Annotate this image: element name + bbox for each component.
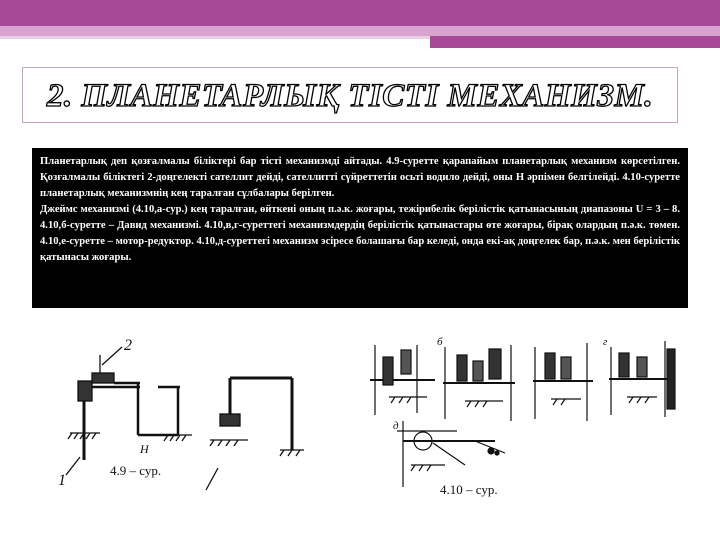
figure-4-10-drawing bbox=[365, 335, 700, 495]
fig410-label-d: д bbox=[393, 420, 399, 432]
header-band-middle bbox=[0, 26, 720, 36]
header-band-right bbox=[430, 36, 720, 48]
paragraph-2: Джеймс механизмі (4.10,а-сур.) кең таралған, өйткені оның п.ә.к. жоғары, тежірибелік берілістік қатынасының диапазоны U = 3 – 8. 4.10,б-суретте – Давид механизмі. 4.10,в,г-суреттегі механизмдердің берілістік қатынастары өте жоғары, бірақ олардың п.ә.к. төмен. 4.10,е-суретте – мотор-редуктор. 4.10,д-суреттегі механизм эсіресе болашағы бар келеді, онда екі-ақ доңгелек бар, п.ә.к. мен берілістік қатынасы жоғары. bbox=[40, 204, 680, 263]
figure-4-9-variant-drawing bbox=[200, 340, 330, 495]
header-band-top bbox=[0, 0, 720, 26]
fig410-label-g: г bbox=[603, 336, 608, 348]
fig49-label-carrier: H bbox=[140, 442, 149, 456]
figure-4-10-caption: 4.10 – сур. bbox=[440, 482, 498, 497]
title-box bbox=[22, 67, 678, 123]
paragraph-1: Планетарлық деп қозғалмалы біліктері бар тісті механизмді айтады. 4.9-суретте қарапайым планетарлық механизм көрсетілген. Қозғалмалы біліктегі 2-доңгелекті сателлит дейді, сателлитті сүйреттетін осьті водило дейді, оны H әрпімен белгілейді. 4.10-суретте планетарлық механизмнің кең таралған сұлбалары берілген. bbox=[40, 156, 680, 199]
fig410-label-b: б bbox=[437, 336, 443, 348]
figure-4-9-caption: 4.9 – сур. bbox=[110, 463, 162, 478]
page-title: 2. ПЛАНЕТАРЛЫҚ ТІСТІ МЕХАНИЗМ. bbox=[46, 78, 654, 114]
fig49-label-gear1: 1 bbox=[58, 472, 66, 489]
fig49-label-satellite: 2 bbox=[124, 337, 132, 354]
text-block bbox=[32, 148, 688, 308]
